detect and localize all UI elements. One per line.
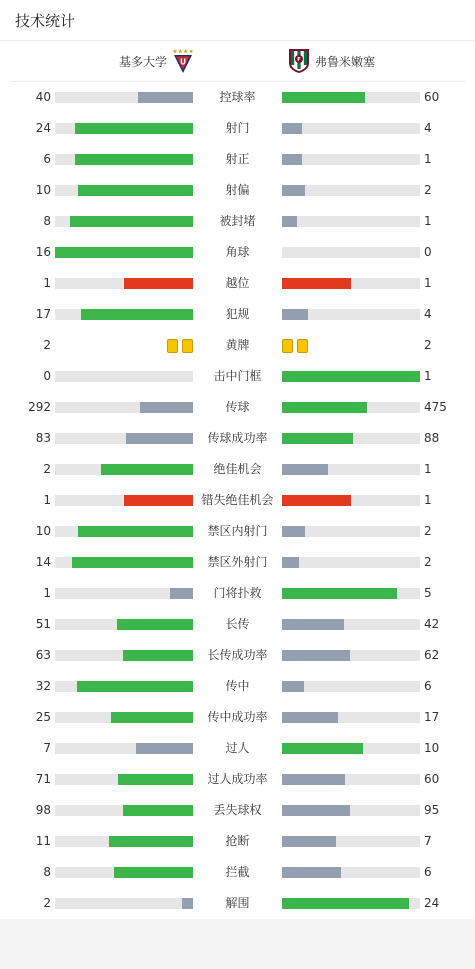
away-bar-fill — [282, 154, 302, 165]
home-bar-track — [55, 278, 193, 289]
stat-row — [0, 516, 475, 547]
home-value: 8 — [43, 214, 51, 228]
stat-row — [0, 144, 475, 175]
away-value: 4 — [424, 307, 432, 321]
away-bar-track — [282, 371, 420, 382]
stat-row — [0, 454, 475, 485]
home-value: 83 — [35, 431, 51, 445]
stat-label: 门将扑救 — [213, 586, 262, 600]
away-bar-fill — [282, 898, 409, 909]
home-bar-track — [55, 92, 193, 103]
away-value: 6 — [424, 865, 432, 879]
stat-row — [0, 113, 475, 144]
away-value: 1 — [424, 276, 432, 290]
away-bar-fill — [282, 123, 302, 134]
away-bar-track — [282, 650, 420, 661]
home-cards — [167, 339, 193, 353]
yellow-card-icon — [167, 339, 178, 353]
stat-row — [0, 671, 475, 702]
home-bar-track — [55, 774, 193, 785]
ldu-quito-crest-icon — [172, 48, 194, 74]
home-bar-fill — [124, 495, 193, 506]
home-bar-track — [55, 154, 193, 165]
home-bar-track — [55, 898, 193, 909]
home-value: 2 — [43, 462, 51, 476]
stat-label: 射正 — [225, 152, 250, 166]
home-value: 32 — [35, 679, 51, 693]
away-value: 60 — [424, 90, 440, 104]
home-value: 11 — [35, 834, 51, 848]
away-bar-fill — [282, 681, 304, 692]
away-value: 7 — [424, 834, 432, 848]
home-bar-track — [55, 371, 193, 382]
away-value: 2 — [424, 555, 432, 569]
away-bar-fill — [282, 867, 341, 878]
away-value: 17 — [424, 710, 440, 724]
stat-label: 被封堵 — [219, 214, 256, 228]
away-bar-track — [282, 464, 420, 475]
home-value: 292 — [28, 400, 51, 414]
stat-label: 犯规 — [225, 307, 250, 321]
home-bar-track — [55, 588, 193, 599]
away-team-name: 弗鲁米嫩塞 — [315, 54, 376, 69]
home-bar-fill — [118, 774, 193, 785]
away-value: 24 — [424, 896, 440, 910]
away-cards — [282, 339, 308, 353]
away-bar-fill — [282, 464, 328, 475]
home-bar-fill — [136, 743, 193, 754]
away-bar-track — [282, 495, 420, 506]
stat-label: 黄牌 — [225, 338, 250, 352]
away-bar-fill — [282, 433, 353, 444]
home-bar-track — [55, 743, 193, 754]
away-bar-track — [282, 898, 420, 909]
home-bar-fill — [55, 247, 193, 258]
away-bar-track — [282, 433, 420, 444]
yellow-card-icon — [282, 339, 293, 353]
home-bar-track — [55, 309, 193, 320]
away-bar-track — [282, 557, 420, 568]
stat-row — [0, 640, 475, 671]
yellow-card-icon — [182, 339, 193, 353]
home-bar-track — [55, 216, 193, 227]
home-bar-fill — [114, 867, 193, 878]
home-bar-fill — [75, 123, 193, 134]
stat-row — [0, 299, 475, 330]
away-value: 6 — [424, 679, 432, 693]
home-value: 14 — [35, 555, 51, 569]
home-value: 6 — [43, 152, 51, 166]
home-value: 24 — [35, 121, 51, 135]
away-bar-fill — [282, 309, 308, 320]
away-value: 2 — [424, 183, 432, 197]
away-bar-track — [282, 867, 420, 878]
away-value: 5 — [424, 586, 432, 600]
stat-label: 射门 — [225, 121, 250, 135]
away-value: 1 — [424, 462, 432, 476]
stat-row — [0, 268, 475, 299]
stat-row — [0, 826, 475, 857]
away-bar-fill — [282, 650, 350, 661]
svg-text:U: U — [179, 57, 187, 67]
stat-row — [0, 330, 475, 361]
stat-label: 禁区内射门 — [207, 524, 268, 538]
away-bar-track — [282, 836, 420, 847]
home-bar-track — [55, 805, 193, 816]
home-value: 51 — [35, 617, 51, 631]
away-bar-track — [282, 619, 420, 630]
home-value: 1 — [43, 276, 51, 290]
stat-row — [0, 175, 475, 206]
fluminense-crest-icon — [288, 48, 310, 74]
stat-row — [0, 888, 475, 919]
home-value: 0 — [43, 369, 51, 383]
home-bar-track — [55, 123, 193, 134]
stat-row — [0, 578, 475, 609]
away-value: 2 — [424, 338, 432, 352]
away-bar-fill — [282, 216, 297, 227]
home-bar-fill — [117, 619, 193, 630]
home-bar-fill — [140, 402, 193, 413]
yellow-card-icon — [297, 339, 308, 353]
svg-text:F: F — [297, 57, 301, 63]
away-value: 1 — [424, 493, 432, 507]
home-value: 98 — [35, 803, 51, 817]
home-bar-track — [55, 867, 193, 878]
section-header — [0, 0, 475, 41]
away-value: 1 — [424, 152, 432, 166]
away-bar-track — [282, 309, 420, 320]
away-value: 0 — [424, 245, 432, 259]
section-title: 技术统计 — [15, 11, 76, 30]
home-bar-track — [55, 433, 193, 444]
stat-row — [0, 361, 475, 392]
home-bar-fill — [109, 836, 193, 847]
home-value: 1 — [43, 493, 51, 507]
home-bar-fill — [123, 650, 193, 661]
away-value: 42 — [424, 617, 440, 631]
stat-row — [0, 82, 475, 113]
away-bar-fill — [282, 371, 420, 382]
stat-row — [0, 423, 475, 454]
away-value: 88 — [424, 431, 440, 445]
stat-label: 传中成功率 — [207, 710, 268, 724]
away-bar-track — [282, 154, 420, 165]
home-value: 2 — [43, 896, 51, 910]
home-value: 63 — [35, 648, 51, 662]
stat-row — [0, 609, 475, 640]
away-bar-track — [282, 526, 420, 537]
away-value: 95 — [424, 803, 440, 817]
stat-row — [0, 237, 475, 268]
stat-label: 绝佳机会 — [213, 462, 262, 476]
stat-row — [0, 764, 475, 795]
stat-row — [0, 206, 475, 237]
away-bar-track — [282, 774, 420, 785]
stat-label: 丢失球权 — [213, 803, 262, 817]
home-bar-fill — [182, 898, 193, 909]
home-bar-track — [55, 526, 193, 537]
home-bar-fill — [101, 464, 193, 475]
stat-label: 抢断 — [225, 834, 250, 848]
stat-label: 长传 — [225, 617, 250, 631]
stat-label: 拦截 — [225, 865, 250, 879]
home-bar-fill — [170, 588, 193, 599]
stat-label: 击中门框 — [213, 369, 262, 383]
away-bar-fill — [282, 774, 345, 785]
stat-label: 角球 — [225, 245, 250, 259]
team-header — [10, 41, 465, 82]
away-value: 1 — [424, 369, 432, 383]
home-value: 2 — [43, 338, 51, 352]
away-value: 475 — [424, 400, 447, 414]
stat-label: 解围 — [225, 896, 250, 910]
home-bar-fill — [78, 526, 193, 537]
away-team[interactable] — [288, 41, 375, 81]
home-bar-fill — [123, 805, 193, 816]
away-bar-track — [282, 402, 420, 413]
home-bar-fill — [126, 433, 193, 444]
home-team[interactable] — [119, 41, 194, 81]
home-value: 17 — [35, 307, 51, 321]
stat-row — [0, 392, 475, 423]
away-bar-track — [282, 92, 420, 103]
stat-row — [0, 702, 475, 733]
away-bar-fill — [282, 619, 344, 630]
away-bar-track — [282, 216, 420, 227]
home-value: 71 — [35, 772, 51, 786]
home-value: 40 — [35, 90, 51, 104]
away-bar-fill — [282, 836, 336, 847]
away-bar-fill — [282, 185, 305, 196]
away-bar-fill — [282, 402, 367, 413]
stat-label: 禁区外射门 — [207, 555, 268, 569]
home-bar-track — [55, 464, 193, 475]
home-bar-track — [55, 619, 193, 630]
away-bar-fill — [282, 743, 363, 754]
home-bar-fill — [138, 92, 193, 103]
home-bar-track — [55, 836, 193, 847]
away-bar-fill — [282, 805, 350, 816]
away-bar-fill — [282, 278, 351, 289]
stat-label: 射偏 — [225, 183, 250, 197]
away-bar-fill — [282, 588, 397, 599]
home-value: 1 — [43, 586, 51, 600]
away-bar-track — [282, 278, 420, 289]
stat-label: 过人成功率 — [207, 772, 268, 786]
home-value: 16 — [35, 245, 51, 259]
away-bar-track — [282, 588, 420, 599]
stat-row — [0, 547, 475, 578]
away-value: 4 — [424, 121, 432, 135]
away-bar-track — [282, 805, 420, 816]
away-bar-fill — [282, 495, 351, 506]
home-value: 8 — [43, 865, 51, 879]
away-bar-track — [282, 185, 420, 196]
home-bar-track — [55, 712, 193, 723]
stat-label: 越位 — [225, 276, 250, 290]
stat-label: 过人 — [225, 741, 250, 755]
home-bar-fill — [75, 154, 193, 165]
stat-label: 错失绝佳机会 — [201, 493, 274, 507]
home-bar-fill — [124, 278, 193, 289]
home-bar-track — [55, 247, 193, 258]
home-bar-fill — [81, 309, 193, 320]
home-value: 10 — [35, 524, 51, 538]
away-bar-track — [282, 123, 420, 134]
away-bar-fill — [282, 557, 299, 568]
away-bar-fill — [282, 92, 365, 103]
home-bar-track — [55, 557, 193, 568]
home-bar-track — [55, 495, 193, 506]
stat-label: 传球成功率 — [207, 431, 268, 445]
stat-row — [0, 485, 475, 516]
stat-label: 传中 — [225, 679, 250, 693]
away-bar-fill — [282, 712, 338, 723]
home-team-name: 基多大学 — [118, 54, 167, 69]
away-value: 62 — [424, 648, 440, 662]
stat-label: 长传成功率 — [207, 648, 268, 662]
home-bar-track — [55, 681, 193, 692]
home-bar-fill — [111, 712, 193, 723]
home-bar-fill — [77, 681, 193, 692]
away-value: 60 — [424, 772, 440, 786]
home-value: 25 — [35, 710, 51, 724]
home-bar-track — [55, 402, 193, 413]
home-bar-track — [55, 650, 193, 661]
stat-label: 传球 — [225, 400, 250, 414]
away-bar-track — [282, 681, 420, 692]
stat-row — [0, 857, 475, 888]
home-value: 10 — [35, 183, 51, 197]
home-bar-fill — [78, 185, 193, 196]
stat-row — [0, 795, 475, 826]
away-value: 2 — [424, 524, 432, 538]
stat-label: 控球率 — [219, 90, 256, 104]
home-bar-fill — [70, 216, 193, 227]
away-bar-track — [282, 247, 420, 258]
away-bar-track — [282, 743, 420, 754]
away-bar-fill — [282, 526, 305, 537]
home-bar-track — [55, 185, 193, 196]
away-bar-track — [282, 712, 420, 723]
away-value: 10 — [424, 741, 440, 755]
stat-row — [0, 733, 475, 764]
home-bar-fill — [72, 557, 193, 568]
away-value: 1 — [424, 214, 432, 228]
home-value: 7 — [43, 741, 51, 755]
